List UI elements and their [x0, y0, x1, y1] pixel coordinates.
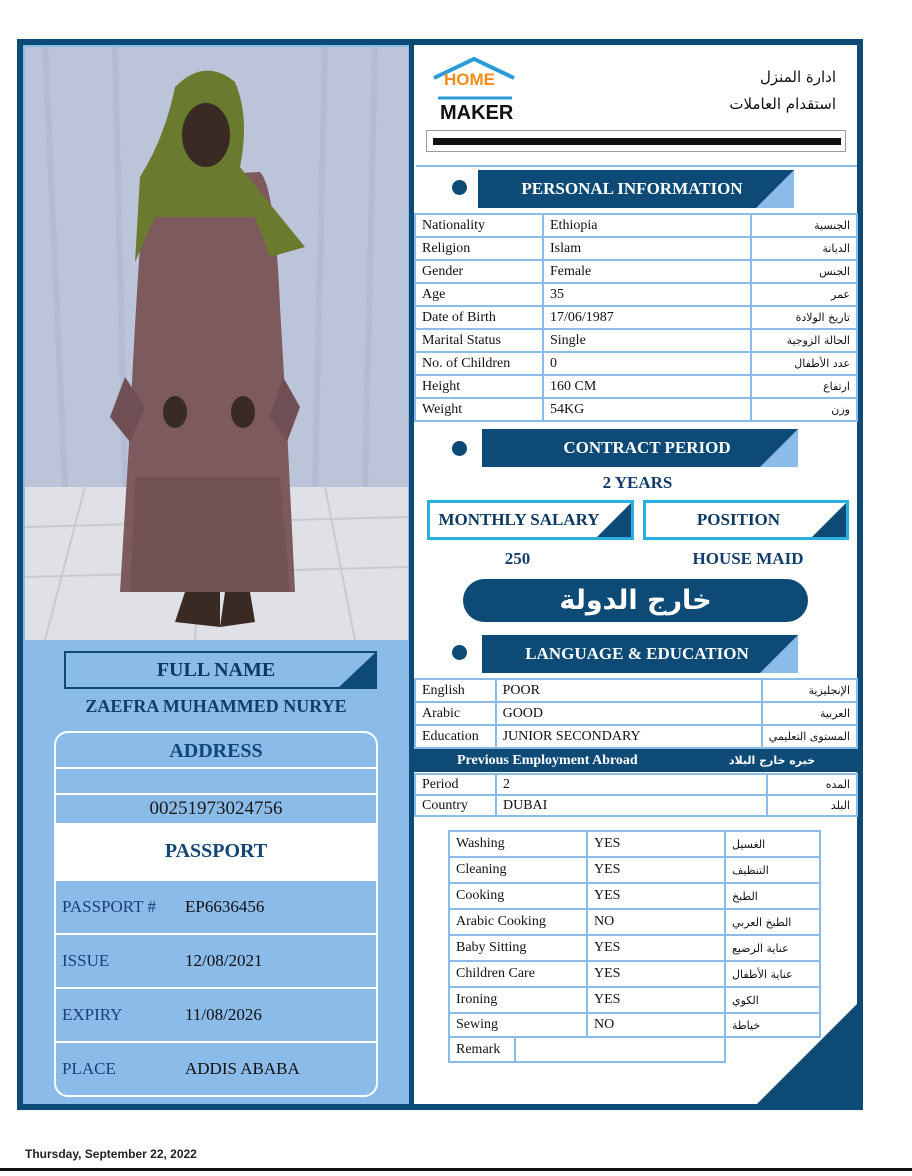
- language-table: [414, 678, 858, 749]
- table-row: [415, 260, 857, 283]
- row-label: Nationality: [415, 214, 543, 237]
- contract-period-title: CONTRACT PERIOD: [563, 438, 731, 457]
- previous-employment-title-ar: خبره خارج البلاد: [728, 754, 815, 767]
- row-label-ar: عدد الأطفال: [751, 352, 857, 375]
- table-row: [449, 987, 820, 1013]
- skill-value: YES: [587, 883, 725, 909]
- row-label: English: [415, 679, 496, 702]
- header-accent-triangle: [756, 170, 794, 208]
- remark-value: [515, 1037, 725, 1062]
- row-label: Age: [415, 283, 543, 306]
- header-rule-thin: [416, 165, 857, 167]
- abroad-badge: خارج الدولة: [463, 579, 808, 622]
- footer-date: Thursday, September 22, 2022: [25, 1147, 197, 1161]
- row-label: Religion: [415, 237, 543, 260]
- table-row: [415, 329, 857, 352]
- row-value: Ethiopia: [543, 214, 751, 237]
- bullet-icon: [452, 180, 467, 195]
- row-value: POOR: [496, 679, 762, 702]
- header-arabic-line2: استقدام العاملات: [729, 95, 836, 113]
- logo-home-text: HOME: [444, 70, 495, 89]
- header-accent-triangle: [760, 635, 798, 673]
- address-phone: 00251973024756: [149, 798, 283, 819]
- skill-label: Sewing: [449, 1013, 587, 1037]
- skill-label-ar: الغسيل: [725, 831, 820, 857]
- passport-title-band: [56, 823, 376, 879]
- row-value: GOOD: [496, 702, 762, 725]
- passport-row: [56, 987, 376, 1039]
- skill-label: Arabic Cooking: [449, 909, 587, 935]
- passport-row: [56, 879, 376, 931]
- table-row: [449, 857, 820, 883]
- row-label-ar: الحالة الزوجية: [751, 329, 857, 352]
- row-label: Weight: [415, 398, 543, 421]
- skill-value: YES: [587, 935, 725, 961]
- row-value: DUBAI: [496, 795, 767, 816]
- previous-employment-title: Previous Employment Abroad: [457, 753, 638, 768]
- address-title: ADDRESS: [169, 740, 263, 762]
- position-label: POSITION: [696, 510, 781, 529]
- row-value: 2: [496, 774, 767, 795]
- row-label-ar: تاريخ الولادة: [751, 306, 857, 329]
- row-value: 17/06/1987: [543, 306, 751, 329]
- table-row: [449, 1013, 820, 1037]
- skill-label-ar: الطبخ: [725, 883, 820, 909]
- company-name-arabic: [729, 64, 836, 118]
- row-label: Gender: [415, 260, 543, 283]
- row-label: Height: [415, 375, 543, 398]
- table-row: [415, 725, 857, 748]
- table-row: [415, 795, 857, 816]
- header-accent-triangle: [597, 503, 631, 537]
- place-label: PLACE: [62, 1059, 116, 1078]
- skill-label-ar: عناية الرضيع: [725, 935, 820, 961]
- row-value: Female: [543, 260, 751, 283]
- row-label-ar: الجنسية: [751, 214, 857, 237]
- row-value: 54KG: [543, 398, 751, 421]
- footer-rule: [0, 1168, 912, 1171]
- skill-label: Cleaning: [449, 857, 587, 883]
- skill-label-ar: الطبخ العربي: [725, 909, 820, 935]
- row-label-ar: ارتفاع: [751, 375, 857, 398]
- full-name-value: ZAEFRA MUHAMMED NURYE: [85, 696, 347, 716]
- header-accent-triangle: [339, 653, 375, 687]
- monthly-salary-value: 250: [504, 549, 531, 568]
- skill-value: NO: [587, 1013, 725, 1037]
- skill-label-ar: خياطة: [725, 1013, 820, 1037]
- issue-label: ISSUE: [62, 951, 110, 970]
- table-row: [449, 961, 820, 987]
- divider: [56, 767, 376, 769]
- passport-row: [56, 933, 376, 985]
- row-value: 35: [543, 283, 751, 306]
- passport-number-label: PASSPORT #: [62, 897, 156, 916]
- table-row: [415, 774, 857, 795]
- table-row: [449, 831, 820, 857]
- table-row: [449, 909, 820, 935]
- row-label: Country: [415, 795, 496, 816]
- skills-table: [448, 830, 821, 1038]
- row-label-ar: المده: [767, 774, 857, 795]
- language-education-title: LANGUAGE & EDUCATION: [525, 644, 749, 663]
- row-label-ar: البلد: [767, 795, 857, 816]
- issue-value: 12/08/2021: [185, 951, 263, 970]
- contract-period-header: [482, 429, 798, 467]
- row-label-ar: المستوى التعليمي: [762, 725, 857, 748]
- header-rule-bar: [433, 138, 841, 145]
- full-name-label: FULL NAME: [156, 659, 276, 681]
- row-label: Education: [415, 725, 496, 748]
- skill-label-ar: الكوي: [725, 987, 820, 1013]
- position-header: [643, 500, 849, 540]
- row-label-ar: الإنجليزية: [762, 679, 857, 702]
- remark-label: Remark: [449, 1037, 515, 1062]
- header-arabic-line1: ادارة المنزل: [760, 68, 836, 86]
- table-row: [449, 935, 820, 961]
- row-value: JUNIOR SECONDARY: [496, 725, 762, 748]
- table-row: [415, 352, 857, 375]
- skill-label: Washing: [449, 831, 587, 857]
- skill-label: Cooking: [449, 883, 587, 909]
- table-row: [415, 398, 857, 421]
- personal-info-header: [478, 170, 794, 208]
- full-name-header: [64, 651, 377, 689]
- expiry-label: EXPIRY: [62, 1005, 123, 1024]
- expiry-value: 11/08/2026: [185, 1005, 262, 1024]
- homemaker-logo: [430, 56, 520, 126]
- candidate-photo: [25, 47, 408, 640]
- table-row: [415, 702, 857, 725]
- passport-title: PASSPORT: [164, 840, 268, 862]
- bullet-icon: [452, 645, 467, 660]
- row-value: 0: [543, 352, 751, 375]
- row-value: Single: [543, 329, 751, 352]
- skill-value: NO: [587, 909, 725, 935]
- table-row: [415, 214, 857, 237]
- skill-value: YES: [587, 857, 725, 883]
- row-label-ar: وزن: [751, 398, 857, 421]
- row-label-ar: الجنس: [751, 260, 857, 283]
- language-education-header: [482, 635, 798, 673]
- place-value: ADDIS ABABA: [185, 1059, 300, 1078]
- row-label: No. of Children: [415, 352, 543, 375]
- table-row: [415, 283, 857, 306]
- skill-value: YES: [587, 987, 725, 1013]
- contract-period-value: 2 YEARS: [602, 473, 673, 492]
- row-label: Period: [415, 774, 496, 795]
- address-passport-card: [54, 731, 378, 1097]
- previous-employment-header: [414, 749, 857, 772]
- logo-maker-text: MAKER: [440, 102, 514, 124]
- skill-label: Children Care: [449, 961, 587, 987]
- skill-label-ar: التنظيف: [725, 857, 820, 883]
- skill-label: Ironing: [449, 987, 587, 1013]
- personal-info-title: PERSONAL INFORMATION: [521, 179, 743, 198]
- row-label-ar: العربية: [762, 702, 857, 725]
- row-label: Arabic: [415, 702, 496, 725]
- remark-table: [448, 1036, 726, 1063]
- row-value: Islam: [543, 237, 751, 260]
- monthly-salary-label: MONTHLY SALARY: [438, 510, 600, 529]
- row-label: Marital Status: [415, 329, 543, 352]
- passport-number-value: EP6636456: [185, 897, 265, 916]
- table-row: [415, 375, 857, 398]
- passport-row: [56, 1041, 376, 1093]
- row-label: Date of Birth: [415, 306, 543, 329]
- previous-employment-table: [414, 773, 858, 817]
- row-value: 160 CM: [543, 375, 751, 398]
- row-label-ar: عمر: [751, 283, 857, 306]
- skill-label-ar: عناية الأطفال: [725, 961, 820, 987]
- skill-value: YES: [587, 961, 725, 987]
- table-row: [449, 1037, 725, 1062]
- table-row: [449, 883, 820, 909]
- monthly-salary-header: [427, 500, 634, 540]
- table-row: [415, 237, 857, 260]
- table-row: [415, 679, 857, 702]
- header-accent-triangle: [760, 429, 798, 467]
- bullet-icon: [452, 441, 467, 456]
- skill-label: Baby Sitting: [449, 935, 587, 961]
- table-row: [415, 306, 857, 329]
- position-value: HOUSE MAID: [692, 549, 804, 568]
- personal-info-table: [414, 213, 858, 422]
- row-label-ar: الديانة: [751, 237, 857, 260]
- header-accent-triangle: [812, 503, 846, 537]
- skill-value: YES: [587, 831, 725, 857]
